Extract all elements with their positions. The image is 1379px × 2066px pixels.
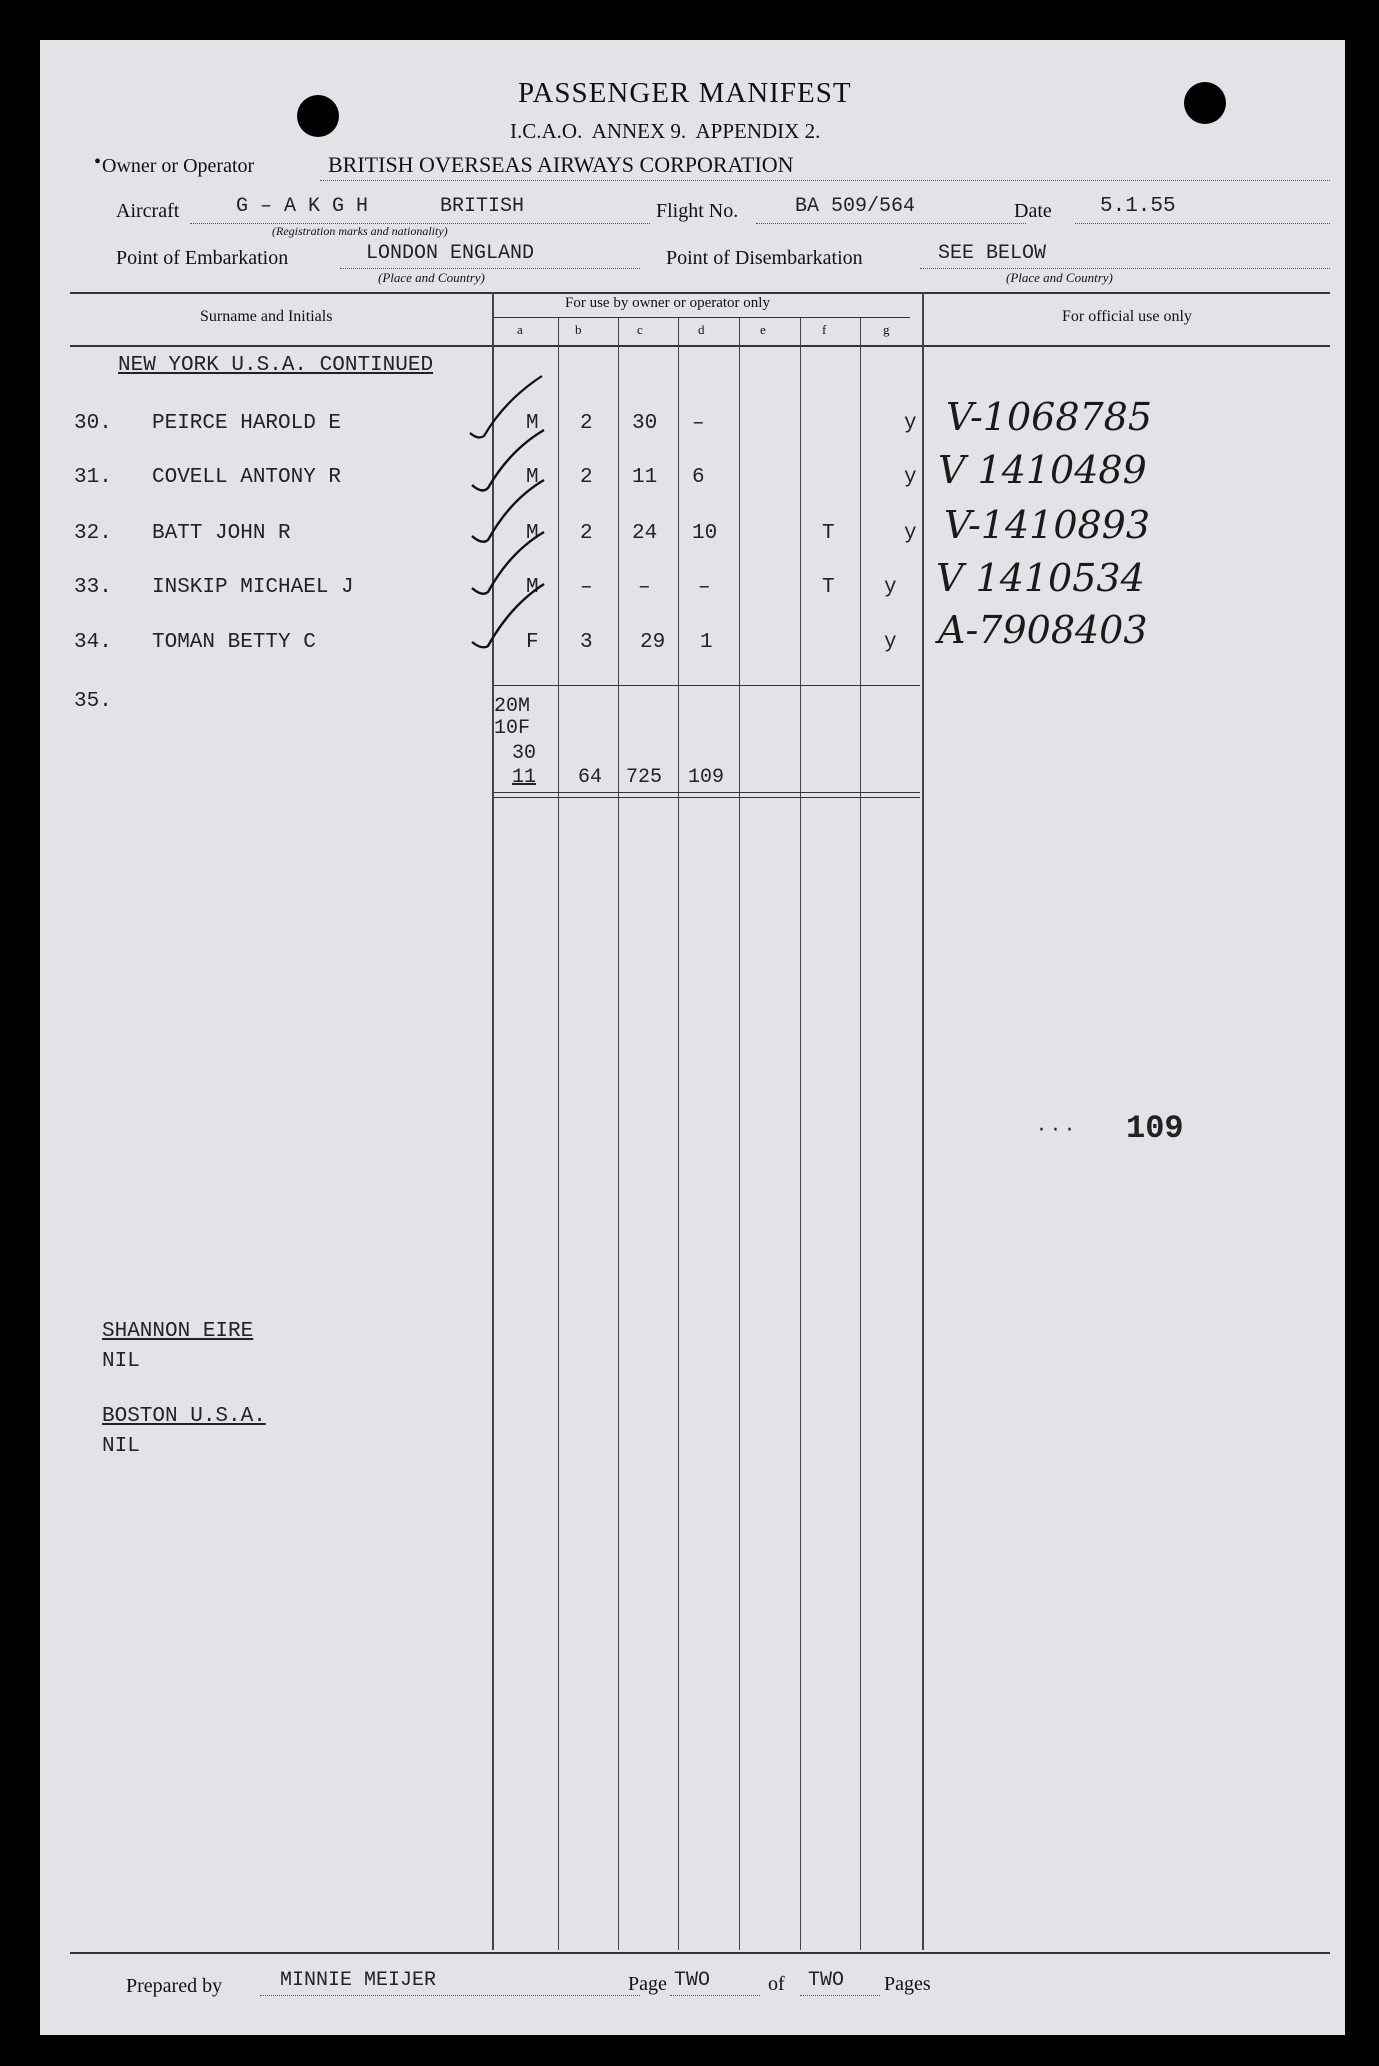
- official-entry: V-1410893: [944, 503, 1151, 547]
- aircraft-value: G – A K G H BRITISH: [236, 195, 525, 218]
- official-header: For official use only: [1062, 308, 1192, 325]
- check-mark: [472, 430, 544, 490]
- cell-d: 6: [692, 466, 705, 489]
- sub-col-a: a: [517, 322, 523, 337]
- cell-b: 2: [580, 466, 593, 489]
- sub-col-d: d: [698, 322, 705, 337]
- embark-value: LONDON ENGLAND: [366, 242, 535, 265]
- manifest-subtitle: I.C.A.O. ANNEX 9. APPENDIX 2.: [510, 119, 821, 143]
- owner-value: BRITISH OVERSEAS AIRWAYS CORPORATION: [328, 152, 794, 177]
- sub-col-b: b: [575, 322, 582, 337]
- embark-label: Point of Embarkation: [116, 247, 289, 269]
- cell-d: 10: [692, 522, 718, 545]
- page-value: TWO: [674, 1969, 711, 1992]
- passenger-name: INSKIP MICHAEL J: [152, 576, 354, 599]
- official-entry: V 1410534: [936, 556, 1145, 600]
- sub-col-e: e: [760, 322, 766, 337]
- row-number: 33.: [74, 576, 112, 599]
- cell-f: T: [822, 576, 835, 599]
- total-d: 109: [688, 766, 725, 789]
- sub-col-f: f: [822, 322, 827, 337]
- stamp-number: 109: [1126, 1110, 1184, 1147]
- total-c: 725: [626, 766, 663, 789]
- cell-a: M: [526, 576, 539, 599]
- owner-label: • Owner or Operator: [94, 151, 255, 177]
- passenger-name: BATT JOHN R: [152, 522, 291, 545]
- cell-g: y: [904, 466, 917, 489]
- cell-a: M: [526, 466, 539, 489]
- flight-value: BA 509/564: [795, 195, 916, 218]
- date-label: Date: [1014, 200, 1052, 222]
- embark-note: (Place and Country): [378, 270, 485, 285]
- page-label: Page: [628, 1973, 667, 1995]
- punch-hole-left: [297, 95, 339, 137]
- passenger-name: COVELL ANTONY R: [152, 466, 342, 489]
- cell-d: 1: [700, 631, 713, 654]
- official-entry: A-7908403: [938, 608, 1148, 652]
- row-number: 31.: [74, 466, 112, 489]
- check-mark: [470, 376, 542, 437]
- total-a-line-2: 10F: [494, 717, 531, 740]
- stop-value: NIL: [102, 1350, 140, 1373]
- row-number: 32.: [74, 522, 112, 545]
- manifest-title: PASSENGER MANIFEST: [518, 77, 852, 109]
- cell-c: 11: [632, 466, 658, 489]
- total-a-line-1: 20M: [494, 695, 531, 718]
- cell-d: –: [698, 576, 711, 599]
- passenger-name: TOMAN BETTY C: [152, 631, 316, 654]
- cell-g: y: [904, 522, 917, 545]
- table-top-rule: [70, 292, 1330, 294]
- row-number: 30.: [74, 412, 112, 435]
- aircraft-label: Aircraft: [116, 200, 180, 222]
- pages-label: Pages: [884, 1973, 931, 1995]
- cell-g: y: [884, 576, 897, 599]
- stop-place: SHANNON EIRE: [102, 1320, 254, 1343]
- aircraft-note: (Registration marks and nationality): [272, 224, 448, 238]
- cell-c: –: [638, 576, 651, 599]
- flight-label: Flight No.: [656, 200, 739, 222]
- cell-d: –: [692, 412, 705, 435]
- of-value: TWO: [808, 1969, 845, 1992]
- of-label: of: [768, 1973, 785, 1995]
- cell-c: 29: [640, 631, 666, 654]
- col-name-header: Surname and Initials: [200, 308, 333, 325]
- punch-hole-right: [1184, 82, 1226, 124]
- cell-f: T: [822, 522, 835, 545]
- row-number: 35.: [74, 690, 112, 713]
- cell-a: M: [526, 522, 539, 545]
- manifest-page: [40, 40, 1345, 2035]
- cell-b: –: [580, 576, 593, 599]
- stop-place: BOSTON U.S.A.: [102, 1405, 266, 1428]
- cell-g: y: [904, 412, 917, 435]
- cell-b: 2: [580, 522, 593, 545]
- sub-col-c: c: [637, 322, 643, 337]
- footer-rule: [70, 1952, 1330, 1954]
- stop-value: NIL: [102, 1435, 140, 1458]
- total-a-line-3: 30: [512, 742, 537, 765]
- date-value: 5.1.55: [1100, 195, 1176, 218]
- section-heading: NEW YORK U.S.A. CONTINUED: [118, 354, 434, 377]
- stamp-mark: · · ·: [1038, 1118, 1073, 1143]
- cell-b: 3: [580, 631, 593, 654]
- checkmarks-svg: [460, 370, 570, 710]
- official-entry: V 1410489: [938, 448, 1147, 492]
- disembark-label: Point of Disembarkation: [666, 247, 863, 269]
- owner-use-header: For use by owner or operator only: [565, 295, 770, 311]
- cell-c: 24: [632, 522, 658, 545]
- disembark-note: (Place and Country): [1006, 270, 1113, 285]
- total-b: 64: [578, 766, 603, 789]
- cell-b: 2: [580, 412, 593, 435]
- cell-c: 30: [632, 412, 658, 435]
- table-header-rule: [70, 345, 1330, 347]
- prepared-value: MINNIE MEIJER: [280, 1969, 437, 1992]
- sub-col-g: g: [883, 322, 890, 337]
- cell-g: y: [884, 631, 897, 654]
- disembark-value: SEE BELOW: [938, 242, 1047, 265]
- cell-a: F: [526, 631, 539, 654]
- row-number: 34.: [74, 631, 112, 654]
- passenger-name: PEIRCE HAROLD E: [152, 412, 342, 435]
- official-entry: V-1068785: [946, 395, 1153, 439]
- total-a-line-4: 11: [512, 766, 537, 789]
- cell-a: M: [526, 412, 539, 435]
- prepared-label: Prepared by: [126, 1975, 223, 1997]
